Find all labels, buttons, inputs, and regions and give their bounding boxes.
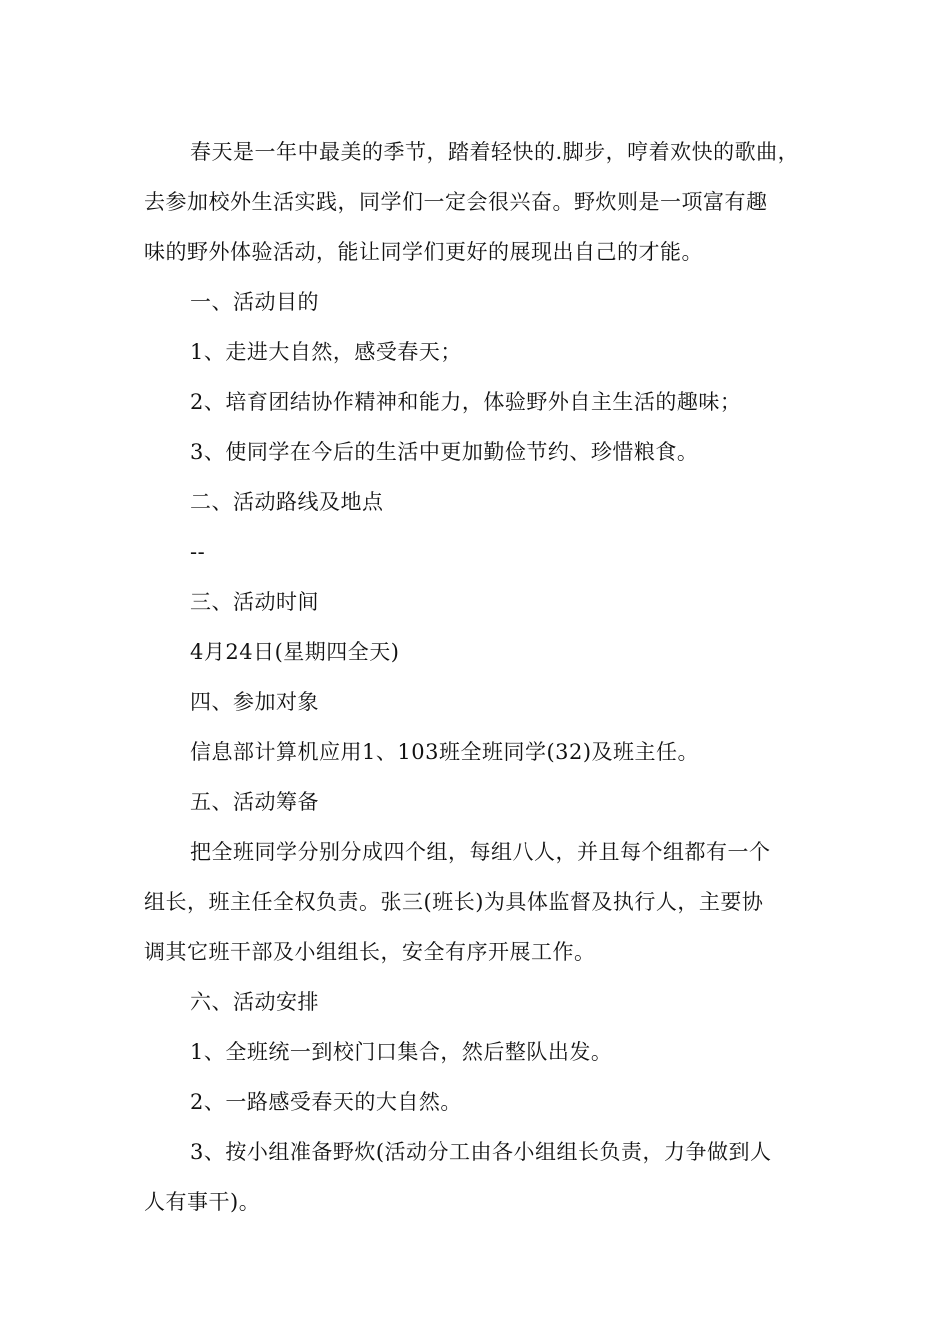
goal-item-1: 1、走进大自然，感受春天； [190,340,462,364]
section-heading-preparation: 五、活动筹备 [190,790,319,814]
goal-item-2: 2、培育团结协作精神和能力，体验野外自主生活的趣味； [190,390,742,414]
preparation-line-1: 把全班同学分别分成四个组，每组八人，并且每个组都有一个 [190,840,771,864]
section-heading-goals: 一、活动目的 [190,290,319,314]
schedule-item-3-line-1: 3、按小组准备野炊(活动分工由各小组组长负责，力争做到人 [190,1140,772,1164]
schedule-item-3-line-2: 人有事干)。 [144,1190,261,1214]
intro-line-1: 春天是一年中最美的季节，踏着轻快的.脚步，哼着欢快的歌曲， [190,140,800,164]
schedule-item-2: 2、一路感受春天的大自然。 [190,1090,462,1114]
section-heading-time: 三、活动时间 [190,590,319,614]
intro-line-3: 味的野外体验活动，能让同学们更好的展现出自己的才能。 [144,240,703,264]
section-heading-participants: 四、参加对象 [190,690,319,714]
section-heading-schedule: 六、活动安排 [190,990,319,1014]
participants-content: 信息部计算机应用1、103班全班同学(32)及班主任。 [190,740,700,764]
section-heading-route: 二、活动路线及地点 [190,490,384,514]
preparation-line-2: 组长，班主任全权负责。张三(班长)为具体监督及执行人，主要协 [144,890,764,914]
intro-line-2: 去参加校外生活实践，同学们一定会很兴奋。野炊则是一项富有趣 [144,190,768,214]
route-content: -- [190,540,206,564]
preparation-line-3: 调其它班干部及小组组长，安全有序开展工作。 [144,940,596,964]
time-content: 4月24日(星期四全天) [190,640,400,664]
goal-item-3: 3、使同学在今后的生活中更加勤俭节约、珍惜粮食。 [190,440,699,464]
schedule-item-1: 1、全班统一到校门口集合，然后整队出发。 [190,1040,613,1064]
